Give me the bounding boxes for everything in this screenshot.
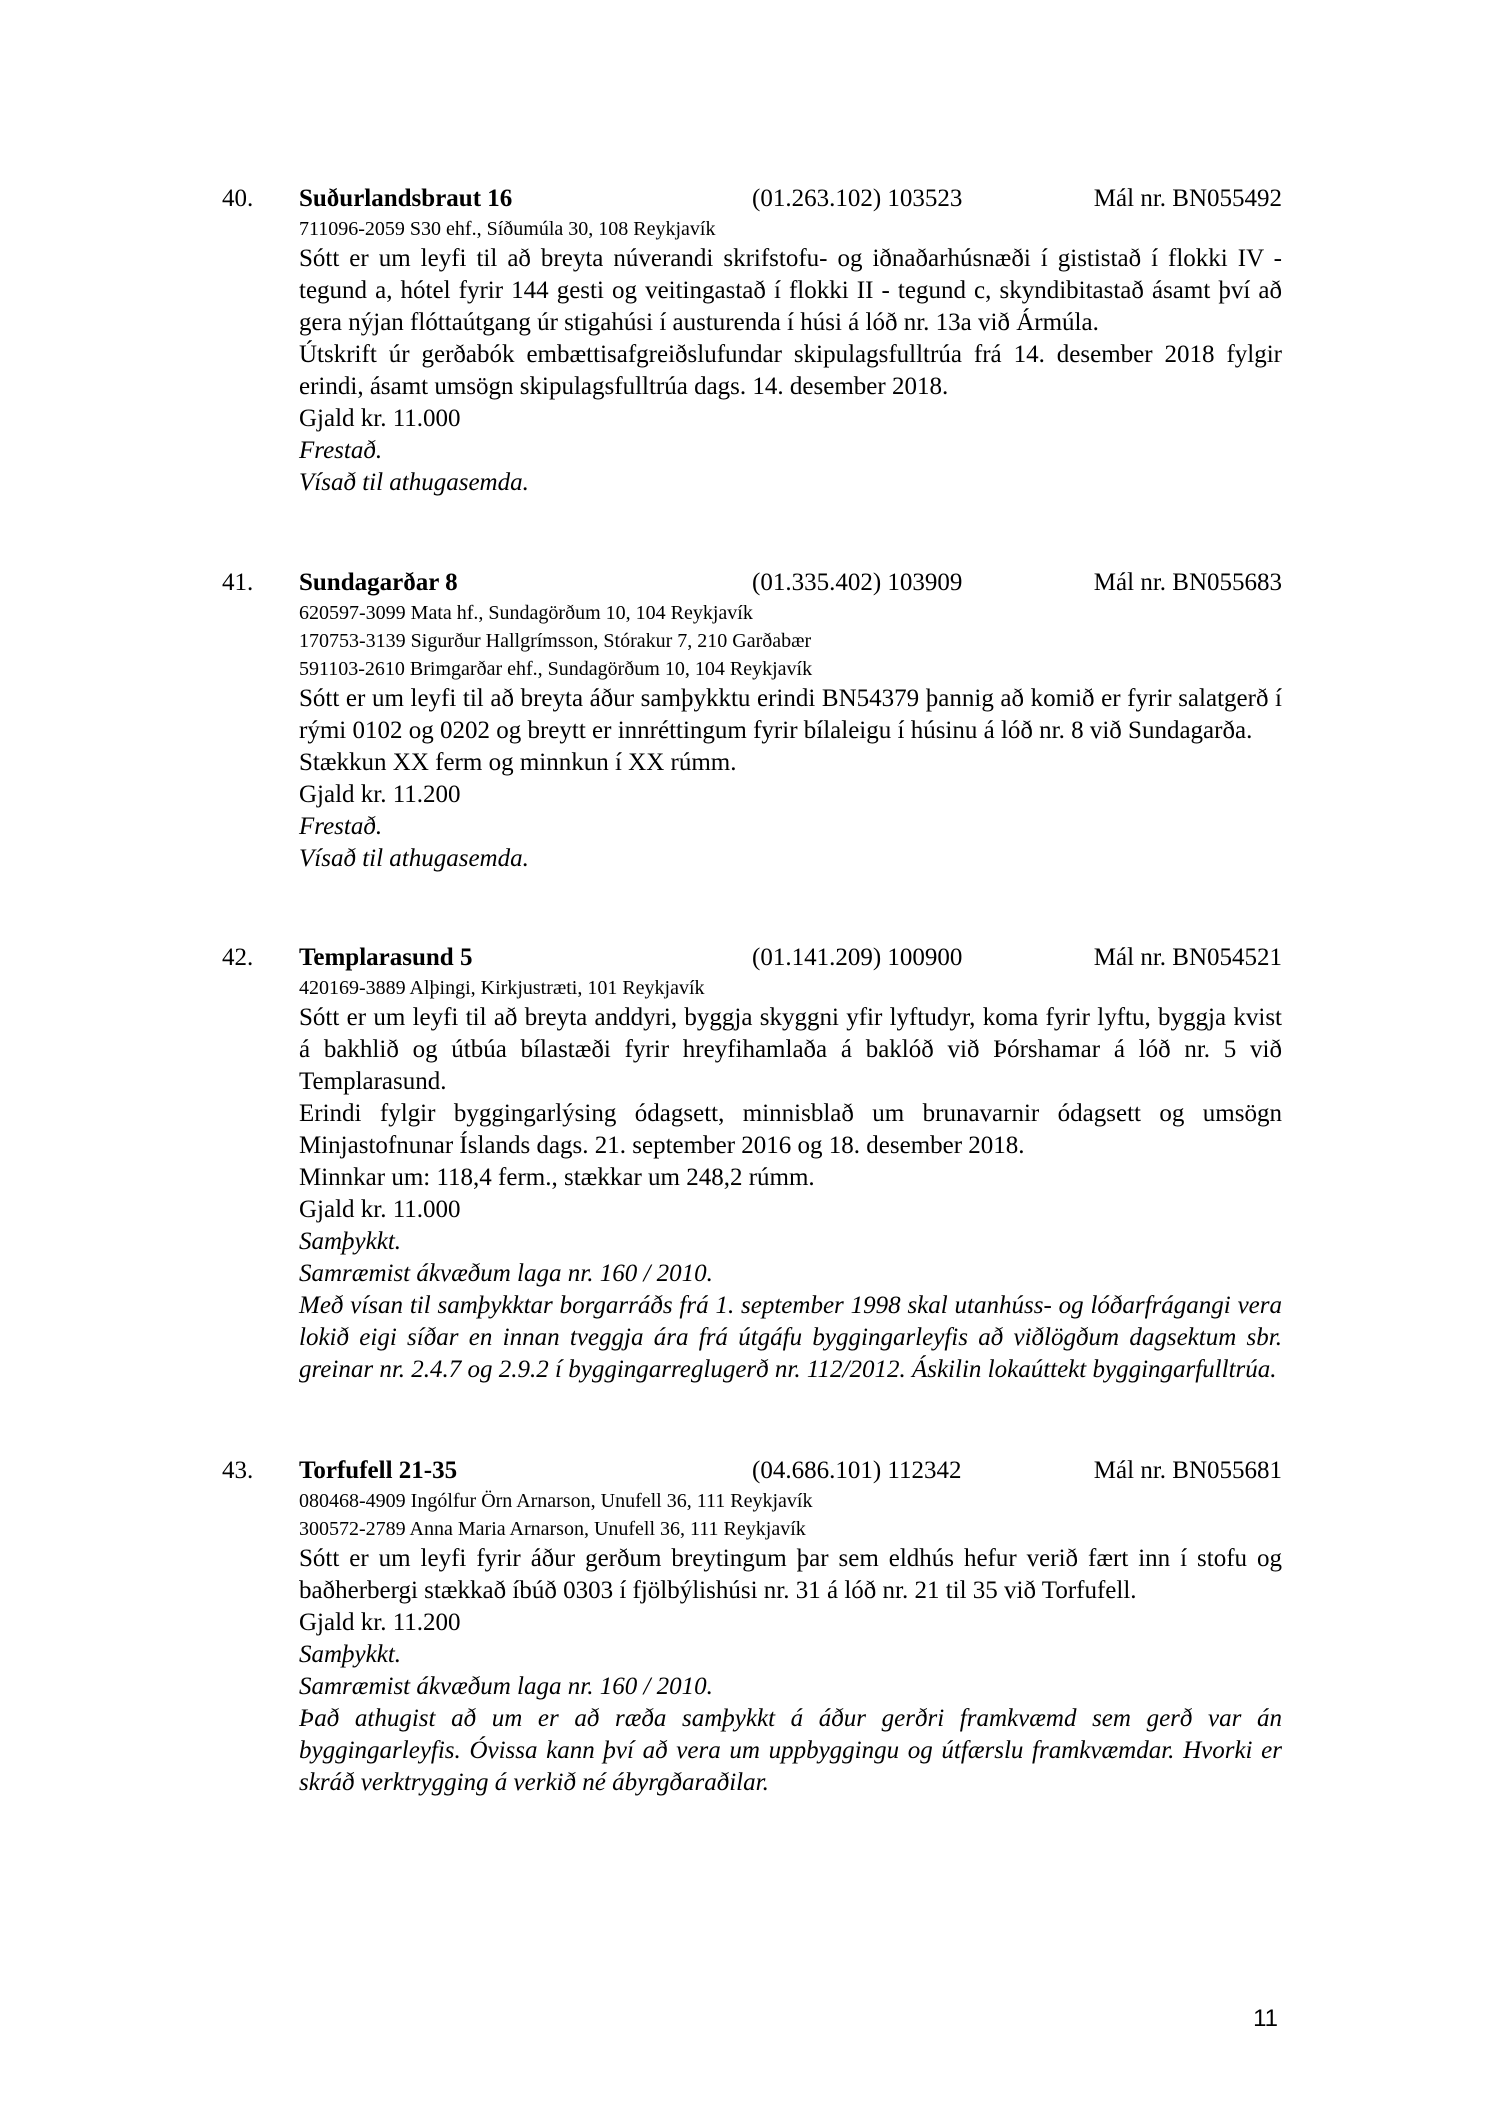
case-42: [222, 942, 1282, 1386]
case-decision: Samræmist ákvæðum laga nr. 160 / 2010.: [299, 1260, 713, 1287]
page-number: 11: [1253, 2005, 1278, 2032]
case-attachment-note: Erindi fylgir byggingarlýsing ódagsett, minnisblað um brunavarnir ódagsett og umsögn Minjastofnunar Íslands dags. 21. september 2016 og 18. desember 2018.: [299, 1100, 1282, 1159]
applicant: 711096-2059 S30 ehf., Síðumúla 30, 108 Reykjavík: [299, 218, 716, 240]
case-body: [299, 215, 1282, 499]
case-address: Torfufell 21-35: [299, 1457, 458, 1484]
applicant: 420169-3889 Alþingi, Kirkjustræti, 101 Reykjavík: [299, 977, 705, 999]
case-fee: Gjald kr. 11.000: [299, 405, 461, 432]
case-decision: Samræmist ákvæðum laga nr. 160 / 2010.: [299, 1673, 713, 1700]
case-body: [299, 599, 1282, 875]
case-size-change: Stækkun XX ferm og minnkun í XX rúmm.: [299, 749, 737, 776]
case-file-number: Mál nr. BN055683: [1093, 569, 1282, 596]
case-40: [222, 183, 1282, 499]
case-reference: (01.141.209) 100900: [752, 944, 963, 971]
applicant: 170753-3139 Sigurður Hallgrímsson, Stórakur 7, 210 Garðabær: [299, 630, 812, 652]
case-decision: Samþykkt.: [299, 1641, 402, 1668]
applicant: 080468-4909 Ingólfur Örn Arnarson, Unufell 36, 111 Reykjavík: [299, 1490, 813, 1512]
case-fee: Gjald kr. 11.000: [299, 1196, 461, 1223]
case-fee: Gjald kr. 11.200: [299, 781, 461, 808]
case-decision-condition: Með vísan til samþykktar borgarráðs frá 1. september 1998 skal utanhúss- og lóðarfrágangi vera lokið eigi síðar en innan tveggja ára frá útgáfu byggingarleyfis að viðlögðum dagsektum sbr. greinar nr. 2.4.7 og 2.9.2 í byggingarreglugerð nr. 112/2012. Áskilin lokaúttekt byggingarfulltrúa.: [299, 1292, 1282, 1383]
case-decision: Samþykkt.: [299, 1228, 402, 1255]
case-address: Suðurlandsbraut 16: [299, 185, 513, 212]
case-header: [222, 942, 1282, 974]
case-description: Sótt er um leyfi til að breyta áður samþykktu erindi BN54379 þannig að komið er fyrir salatgerð í rými 0102 og 0202 og breytt er innréttingum fyrir bílaleigu í húsinu á lóð nr. 8 við Sundagarða.: [299, 685, 1282, 744]
case-number: 41.: [222, 569, 254, 596]
case-decision: Vísað til athugasemda.: [299, 469, 529, 496]
case-description: Sótt er um leyfi til að breyta núverandi skrifstofu- og iðnaðarhúsnæði í gististað í flokki IV - tegund a, hótel fyrir 144 gesti og veitingastað í flokki II - tegund c, skyndibitastað ásamt því að gera nýjan flóttaútgang úr stigahúsi í austurenda í húsi á lóð nr. 13a við Ármúla.: [299, 245, 1282, 336]
applicant: 591103-2610 Brimgarðar ehf., Sundagörðum 10, 104 Reykjavík: [299, 658, 813, 680]
case-number: 42.: [222, 944, 254, 971]
case-body: [299, 974, 1282, 1386]
case-body: [299, 1487, 1282, 1799]
case-reference: (01.263.102) 103523: [752, 185, 963, 212]
case-attachment-note: Útskrift úr gerðabók embættisafgreiðslufundar skipulagsfulltrúa frá 14. desember 2018 fylgir erindi, ásamt umsögn skipulagsfulltrúa dags. 14. desember 2018.: [299, 341, 1282, 400]
case-file-number: Mál nr. BN055681: [1093, 1457, 1282, 1484]
case-address: Sundagarðar 8: [299, 569, 458, 596]
case-decision: Vísað til athugasemda.: [299, 845, 529, 872]
case-description: Sótt er um leyfi fyrir áður gerðum breytingum þar sem eldhús hefur verið fært inn í stofu og baðherbergi stækkað íbúð 0303 í fjölbýlishúsi nr. 31 á lóð nr. 21 til 35 við Torfufell.: [299, 1545, 1282, 1604]
case-description: Sótt er um leyfi til að breyta anddyri, byggja skyggni yfir lyftudyr, koma fyrir lyftu, byggja kvist á bakhlið og útbúa bílastæði fyrir hreyfihamlaða á baklóð við Þórshamar á lóð nr. 5 við Templarasund.: [299, 1004, 1282, 1095]
case-reference: (01.335.402) 103909: [752, 569, 963, 596]
case-decision: Frestað.: [299, 437, 383, 464]
case-number: 43.: [222, 1457, 254, 1484]
case-decision-note: Það athugist að um er að ræða samþykkt á áður gerðri framkvæmd sem gerð var án byggingarleyfis. Óvissa kann því að vera um uppbyggingu og útfærslu framkvæmdar. Hvorki er skráð verktrygging á verkið né ábyrgðaraðilar.: [299, 1705, 1282, 1796]
case-41: [222, 567, 1282, 875]
case-header: [222, 183, 1282, 215]
case-header: [222, 567, 1282, 599]
case-decision: Frestað.: [299, 813, 383, 840]
applicant: 300572-2789 Anna Maria Arnarson, Unufell 36, 111 Reykjavík: [299, 1518, 806, 1540]
case-header: [222, 1455, 1282, 1487]
applicant: 620597-3099 Mata hf., Sundagörðum 10, 104 Reykjavík: [299, 602, 753, 624]
case-43: [222, 1455, 1282, 1799]
case-file-number: Mál nr. BN054521: [1093, 944, 1282, 971]
case-file-number: Mál nr. BN055492: [1093, 185, 1282, 212]
case-size-change: Minnkar um: 118,4 ferm., stækkar um 248,2 rúmm.: [299, 1164, 815, 1191]
case-fee: Gjald kr. 11.200: [299, 1609, 461, 1636]
case-number: 40.: [222, 185, 254, 212]
case-reference: (04.686.101) 112342: [752, 1457, 962, 1484]
case-address: Templarasund 5: [299, 944, 473, 971]
